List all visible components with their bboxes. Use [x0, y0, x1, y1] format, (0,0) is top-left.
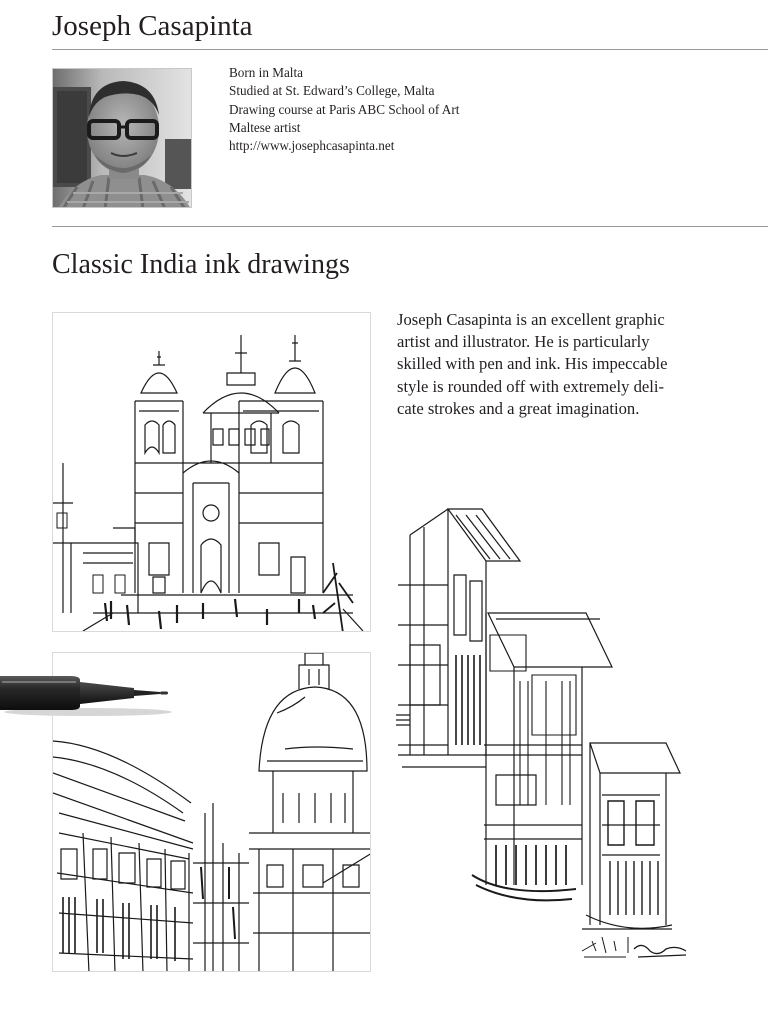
description-line: skilled with pen and ink. His impeccable	[397, 354, 668, 374]
artist-description	[397, 309, 717, 420]
description-line: style is rounded off with extremely deli-	[397, 376, 664, 396]
bio-nationality: Maltese artist	[229, 119, 301, 135]
bio-education: Studied at St. Edward’s College, Malta	[229, 83, 435, 99]
artist-name: Joseph Casapinta	[52, 10, 253, 42]
church-ink-drawing	[52, 312, 371, 632]
artist-bio-list	[229, 64, 459, 155]
description-line: cate strokes and a great imagination.	[397, 398, 640, 418]
balconies-ink-drawing	[396, 505, 690, 970]
section-title: Classic India ink drawings	[52, 249, 350, 280]
bio-birthplace: Born in Malta	[229, 65, 303, 80]
bio-website-link[interactable]: http://www.josephcasapinta.net	[229, 138, 395, 154]
divider-top	[52, 49, 768, 50]
description-line: Joseph Casapinta is an excellent graphic	[397, 310, 665, 329]
artist-portrait-photo	[52, 68, 192, 208]
bio-drawing-course: Drawing course at Paris ABC School of Art	[229, 101, 460, 117]
pen-icon	[0, 668, 180, 718]
divider-section	[52, 226, 768, 227]
description-line: artist and illustrator. He is particularly	[397, 332, 650, 352]
